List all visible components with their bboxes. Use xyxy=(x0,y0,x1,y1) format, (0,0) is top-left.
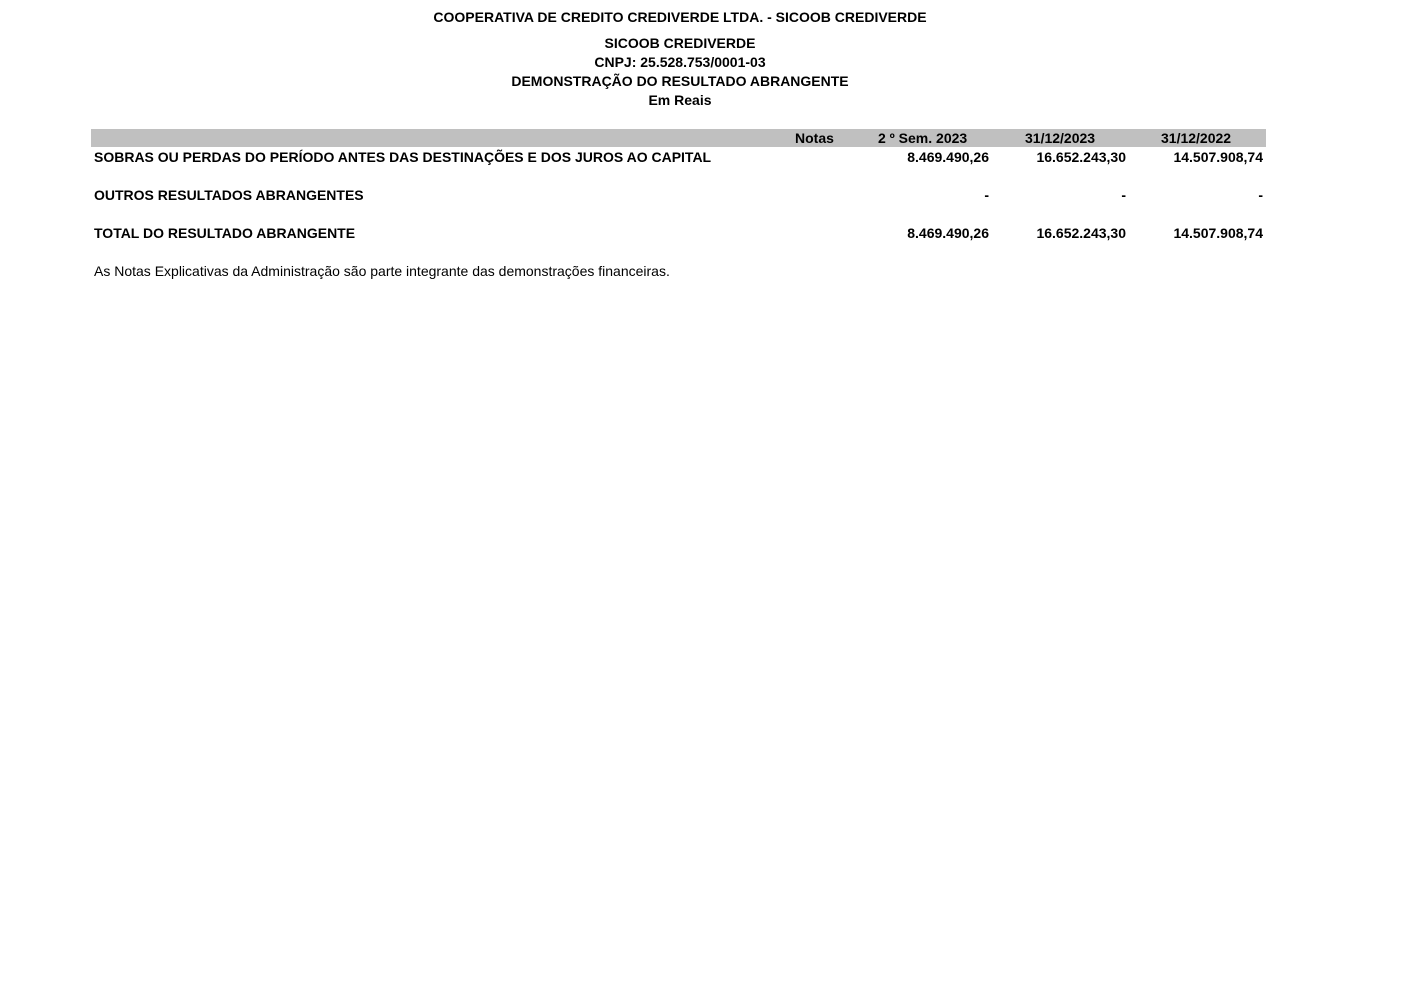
currency-unit: Em Reais xyxy=(648,92,712,108)
table-row xyxy=(91,224,1266,242)
column-header-31-12-2022: 31/12/2022 xyxy=(1161,130,1232,146)
row-value-2nd-semester-2023: 8.469.490,26 xyxy=(907,149,989,165)
cnpj-line: CNPJ: 25.528.753/0001-03 xyxy=(594,54,766,70)
column-header-31-12-2023: 31/12/2023 xyxy=(1025,130,1096,146)
row-label: TOTAL DO RESULTADO ABRANGENTE xyxy=(94,225,356,241)
row-label: OUTROS RESULTADOS ABRANGENTES xyxy=(94,187,364,203)
footnote: As Notas Explicativas da Administração são parte integrante das demonstrações financeiras. xyxy=(94,263,670,279)
statement-title: DEMONSTRAÇÃO DO RESULTADO ABRANGENTE xyxy=(511,73,849,89)
table-row xyxy=(91,186,1266,204)
row-value-31-12-2023: - xyxy=(1121,187,1126,203)
column-header-2nd-semester-2023: 2 º Sem. 2023 xyxy=(878,130,968,146)
column-header-notas: Notas xyxy=(795,130,834,146)
row-value-31-12-2022: - xyxy=(1258,187,1263,203)
row-value-31-12-2023: 16.652.243,30 xyxy=(1036,225,1126,241)
row-value-2nd-semester-2023: - xyxy=(984,187,989,203)
table-header-band xyxy=(91,129,1266,147)
table-row xyxy=(91,148,1266,166)
company-short-name: SICOOB CREDIVERDE xyxy=(604,35,756,51)
company-title: COOPERATIVA DE CREDITO CREDIVERDE LTDA. - SICOOB CREDIVERDE xyxy=(433,9,927,25)
row-value-31-12-2022: 14.507.908,74 xyxy=(1173,149,1263,165)
row-value-2nd-semester-2023: 8.469.490,26 xyxy=(907,225,989,241)
row-value-31-12-2022: 14.507.908,74 xyxy=(1173,225,1263,241)
row-value-31-12-2023: 16.652.243,30 xyxy=(1036,149,1126,165)
results-table xyxy=(91,129,1266,241)
row-label: SOBRAS OU PERDAS DO PERÍODO ANTES DAS DESTINAÇÕES E DOS JUROS AO CAPITAL xyxy=(94,149,712,165)
